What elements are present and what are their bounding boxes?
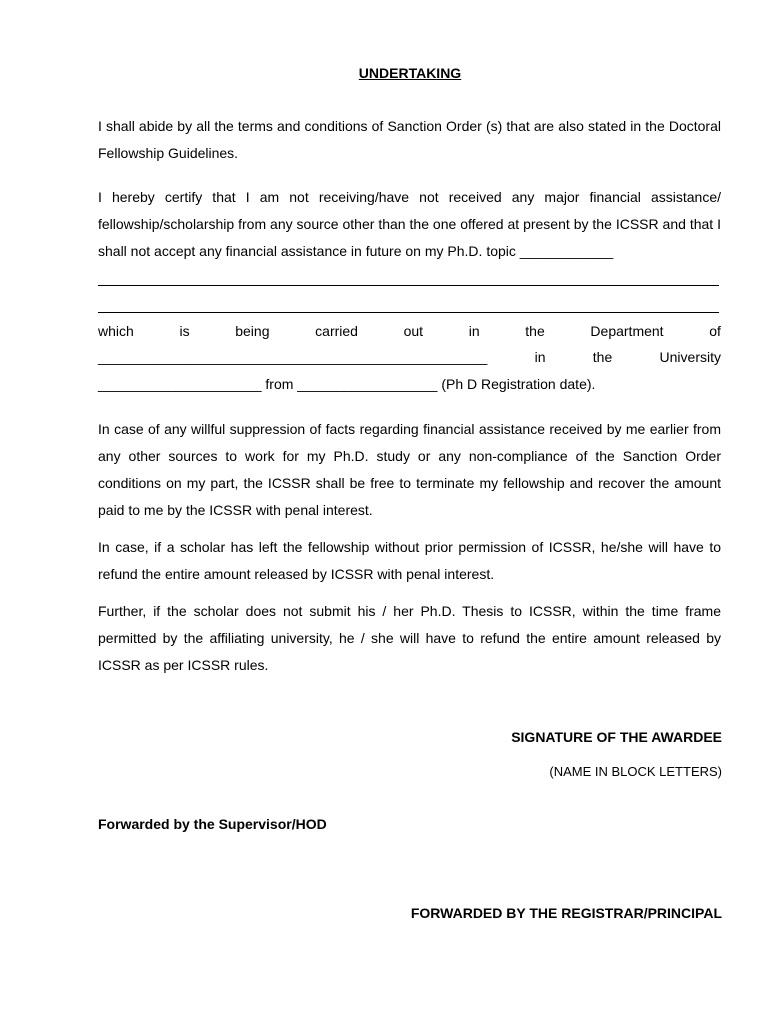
word: the: [525, 323, 545, 339]
university-blank: _____________________: [98, 376, 262, 392]
paragraph-abide: I shall abide by all the terms and conditions of Sanction Order (s) that are also stated in the Doctoral Fellowship Guidelines.: [98, 118, 721, 161]
word: which: [98, 323, 134, 339]
paragraph-certify: I hereby certify that I am not receiving/have not received any major financial assistance/ fellowship/scholarship from any source other than the one offered at present by the ICSSR and that I shall not accept any financial assistance in future on my Ph.D. topic ____________: [98, 189, 721, 259]
university-row: [98, 344, 721, 371]
registration-date-note: (Ph D Registration date).: [441, 376, 596, 392]
registration-date-row: [98, 371, 595, 398]
word: Department: [590, 323, 664, 339]
word: of: [709, 323, 721, 339]
topic-blank-line-1: [98, 285, 719, 286]
word: carried: [315, 323, 358, 339]
word: out: [403, 323, 424, 339]
topic-blank-line-2: [98, 312, 719, 313]
word: University: [659, 349, 721, 365]
word: in: [468, 323, 480, 339]
word: being: [235, 323, 270, 339]
forwarded-supervisor-label: Forwarded by the Supervisor/HOD: [98, 816, 327, 832]
from-label: from: [265, 376, 294, 392]
word: is: [179, 323, 190, 339]
signature-label: SIGNATURE OF THE AWARDEE: [511, 729, 722, 745]
date-blank: __________________: [297, 376, 438, 392]
word: in: [534, 349, 546, 365]
paragraph-left-fellowship: In case, if a scholar has left the fellowship without prior permission of ICSSR, he/she will have to refund the entire amount released by ICSSR with penal interest.: [98, 539, 721, 582]
forwarded-registrar-label: FORWARDED BY THE REGISTRAR/PRINCIPAL: [410, 905, 722, 921]
department-blank: __________________________________________________: [98, 349, 488, 365]
word: the: [592, 349, 613, 365]
paragraph-suppression: In case of any willful suppression of facts regarding financial assistance received by me earlier from any other sources to work for my Ph.D. study or any non-compliance of the Sanction Order conditions on my part, the ICSSR shall be free to terminate my fellowship and recover the amount paid to me by the ICSSR with penal interest.: [98, 421, 721, 518]
name-block-label: (NAME IN BLOCK LETTERS): [549, 764, 722, 779]
paragraph-thesis: Further, if the scholar does not submit his / her Ph.D. Thesis to ICSSR, within the time frame permitted by the affiliating university, he / she will have to refund the entire amount released by ICSSR as per ICSSR rules.: [98, 603, 721, 673]
page-title: UNDERTAKING: [358, 65, 462, 81]
department-row: [98, 318, 721, 345]
